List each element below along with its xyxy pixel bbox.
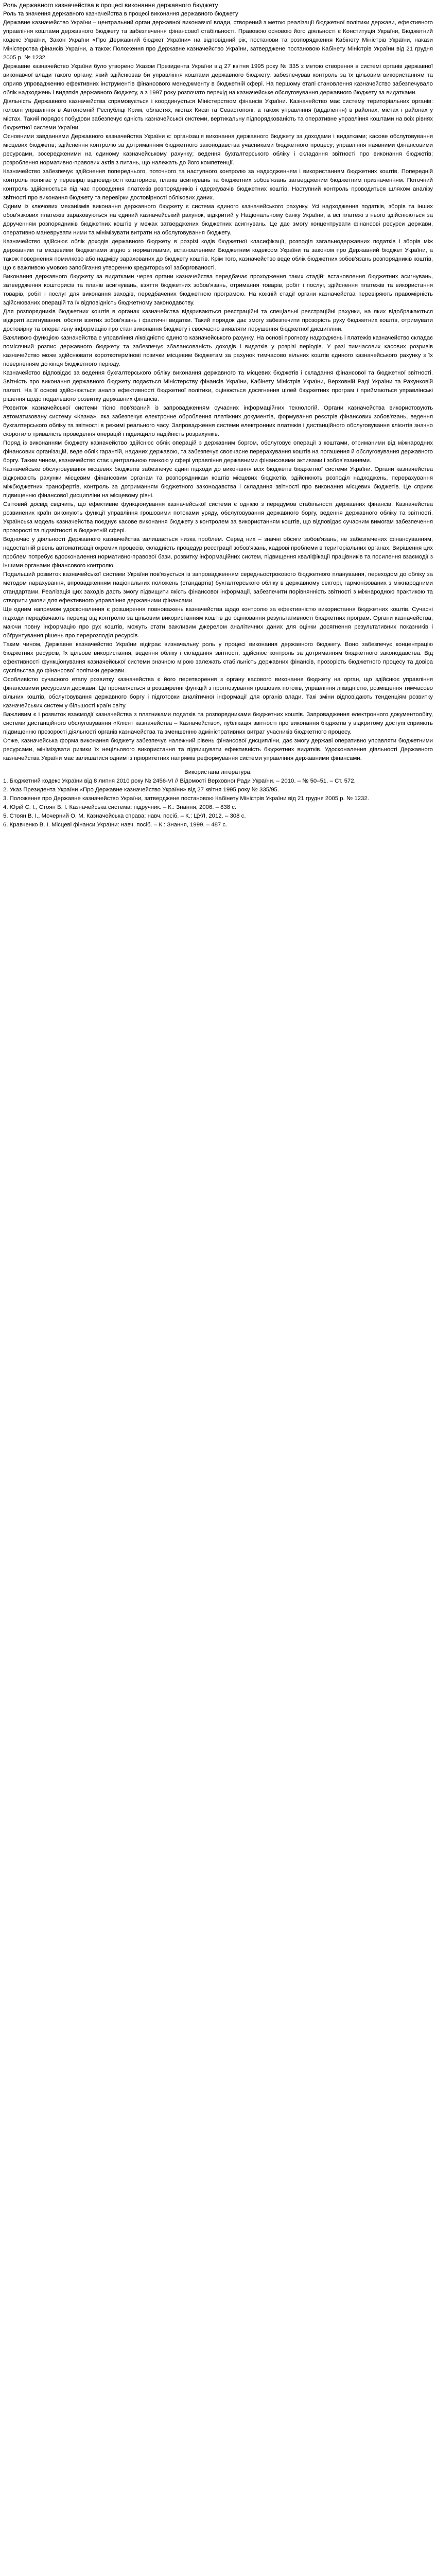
reference-item: 1. Бюджетний кодекс України від 8 липня 2010 року № 2456-VI // Відомості Верховної Ради України. – 2010. – № 50–51. – Ст. 572.	[3, 778, 356, 784]
paragraph: Водночас у діяльності Державного казначейства залишається низка проблем. Серед них – значні обсяги зобов'язань, не забезпечених фінансуванням, недостатній рівень автоматизації окремих процесів, складність процедур реєстрації зобов'язань, кадрові проблеми в територіальних органах. Вирішення цих проблем потребує вдосконалення нормативно-правової бази, розвитку інформаційних систем, підвищення кваліфікації працівників та посилення взаємодії з іншими органами фінансового контролю.	[3, 536, 433, 569]
paragraph: Одним із ключових механізмів виконання державного бюджету є система єдиного казначейського рахунку. Усі надходження податків, зборів та інших обов'язкових платежів зараховуються на єдиний казначейський рахунок, відкритий у Національному банку України, а всі платежі з нього здійснюються за дорученням розпорядників бюджетних коштів у межах затверджених бюджетних асигнувань. Це дає змогу концентрувати фінансові ресурси держави, оперативно маневрувати ними та мінімізувати витрати на обслуговування бюджету.	[3, 204, 433, 236]
paragraph: Казначейство забезпечує здійснення попереднього, поточного та наступного контролю за надходженням і використанням бюджетних коштів. Попередній контроль полягає у перевірці відповідності кошторисів, планів асигнувань та бюджетних зобов'язань затвердженим бюджетним призначенням. Поточний контроль здійснюється під час проведення платежів розпорядників і одержувачів бюджетних коштів. Наступний контроль проводиться шляхом аналізу звітності про виконання бюджету та перевірки достовірності облікових даних.	[3, 168, 433, 201]
paragraph: Подальший розвиток казначейської системи України пов'язується із запровадженням середньострокового бюджетного планування, переходом до обліку за методом нарахування, впровадженням національних положень (стандартів) бухгалтерського обліку в державному секторі, гармонізованих з міжнародними стандартами. Реалізація цих заходів дасть змогу підвищити якість фінансової інформації, забезпечити порівнянність звітності з міжнародною практикою та створити умови для ефективного управління державними фінансами.	[3, 571, 433, 604]
paragraph: Державне казначейство України – центральний орган державної виконавчої влади, створений з метою реалізації бюджетної політики держави, ефективного управління коштами державного бюджету та забезпечення фінансової стабільності. Правовою основою його діяльності є Конституція України, Бюджетний кодекс України, Закон України «Про Державний бюджет України» на відповідний рік, постанови та розпорядження Кабінету Міністрів України, накази Міністерства фінансів України, а також Положення про Державне казначейство України, затверджене постановою Кабінету Міністрів України від 21 грудня 2005 р. № 1232.	[3, 20, 433, 61]
references-title: Використана література:	[184, 769, 252, 775]
document-title: Роль державного казначейства в процесі виконання державного бюджету	[3, 2, 218, 9]
paragraph: Важливою функцією казначейства є управління ліквідністю єдиного казначейського рахунку. На основі прогнозу надходжень і платежів казначейство складає помісячний розпис державного бюджету та забезпечує збалансованість доходів і видатків у розрізі періодів. У разі тимчасових касових розривів казначейство може здійснювати короткотермінові позички місцевим бюджетам за рахунок тимчасово вільних коштів єдиного казначейського рахунку з їх поверненням до кінця бюджетного періоду.	[3, 335, 433, 367]
paragraph: Отже, казначейська форма виконання бюджету забезпечує належний рівень фінансової дисципліни, дає змогу державі оперативно управляти бюджетними ресурсами, мінімізувати ризики їх нецільового використання та підвищувати ефективність бюджетних видатків. Удосконалення діяльності Державного казначейства України має залишатися одним із пріоритетних напрямів реформування системи управління державними фінансами.	[3, 738, 433, 761]
document-paragraphs	[3, 10, 433, 763]
paragraph: Діяльність Державного казначейства спрямовується і координується Міністерством фінансів України. Казначейство має систему територіальних органів: головні управління в Автономній Республіці Крим, областях, містах Києві та Севастополі, а також управління (відділення) в районах, містах і районах у містах. Такий порядок побудови забезпечує єдність казначейської системи, вертикальну підпорядкованість та оперативне управління коштами на всіх рівнях бюджетної системи України.	[3, 98, 433, 131]
paragraph: Казначейство відповідає за ведення бухгалтерського обліку виконання державного та місцевих бюджетів і складання фінансової та бюджетної звітності. Звітність про виконання державного бюджету подається Міністерству фінансів України, Кабінету Міністрів України, Верховній Раді України та Рахунковій палаті. На її основі здійснюється аналіз ефективності бюджетної політики, оцінюється досягнення цілей бюджетних програм і приймаються управлінські рішення щодо подальшого розвитку державних фінансів.	[3, 370, 433, 402]
paragraph: Роль та значення державного казначейства в процесі виконання державного бюджету	[3, 11, 238, 17]
paragraph: Ще одним напрямом удосконалення є розширення повноважень казначейства щодо контролю за ефективністю використання бюджетних коштів. Сучасні підходи передбачають перехід від контролю за цільовим використанням коштів до оцінювання результативності бюджетних програм. Органи казначейства, маючи повну інформацію про рух коштів, можуть стати важливим джерелом аналітичних даних для оцінки досягнення результативних показників і обґрунтування рішень про перерозподіл ресурсів.	[3, 606, 433, 639]
paragraph: Казначейство здійснює облік доходів державного бюджету в розрізі кодів бюджетної класифікації, розподіл загальнодержавних податків і зборів між державним та місцевими бюджетами згідно з нормативами, встановленими Бюджетним кодексом України та законом про Державний бюджет України, а також повернення помилково або надміру зарахованих до бюджету коштів. Крім того, казначейство веде облік бюджетних зобов'язань розпорядників коштів, що є важливою умовою запобігання утворенню кредиторської заборгованості.	[3, 239, 433, 271]
reference-item: 5. Стоян В. І., Мочерний О. М. Казначейська справа: навч. посіб. – К.: ЦУЛ, 2012. – 308 с.	[3, 813, 246, 819]
paragraph: Основними завданнями Державного казначейства України є: організація виконання державного бюджету за доходами і видатками; касове обслуговування місцевих бюджетів; здійснення контролю за дотриманням бюджетного законодавства учасниками бюджетного процесу; управління наявними фінансовими ресурсами, зосередженими на єдиному казначейському рахунку; ведення бухгалтерського обліку і складання звітності про виконання бюджетів; розроблення нормативно-правових актів з питань, що належать до його компетенції.	[3, 133, 433, 166]
paragraph: Важливим є і розвиток взаємодії казначейства з платниками податків та розпорядниками бюджетних коштів. Запровадження електронного документообігу, системи дистанційного обслуговування «Клієнт казначейства – Казначейство», публікація звітності про виконання бюджетів у відкритому доступі сприяють підвищенню прозорості діяльності органів казначейства та зменшенню адміністративних витрат учасників бюджетного процесу.	[3, 711, 433, 735]
reference-item: 4. Юрій С. І., Стоян В. І. Казначейська система: підручник. – К.: Знання, 2006. – 838 с.	[3, 804, 237, 810]
paragraph: Особливістю сучасного етапу розвитку казначейства є його перетворення з органу касового виконання бюджету на орган, що здійснює управління фінансовими ресурсами держави. Це проявляється в розширенні функцій з прогнозування грошових потоків, управління ліквідністю, розміщення тимчасово вільних коштів, обслуговування державного боргу і підготовки аналітичної інформації для органів влади. Такі зміни відповідають тенденціям розвитку казначейських систем у більшості країн світу.	[3, 676, 433, 709]
paragraph: Казначейське обслуговування місцевих бюджетів забезпечує єдині підходи до виконання всіх бюджетів бюджетної системи України. Органи казначейства відкривають рахунки місцевим фінансовим органам та розпорядникам коштів місцевих бюджетів, здійснюють розподіл надходжень, перерахування міжбюджетних трансфертів, контроль за дотриманням бюджетного законодавства і складання звітності про виконання місцевих бюджетів. Це сприяє підвищенню фінансової дисципліни на місцевому рівні.	[3, 466, 433, 499]
reference-item: 2. Указ Президента України «Про Державне казначейство України» від 27 квітня 1995 року № 335/95.	[3, 787, 280, 793]
paragraph: Розвиток казначейської системи тісно пов'язаний із запровадженням сучасних інформаційних технологій. Органи казначейства використовують автоматизовану систему «Казна», яка забезпечує електронне оброблення платіжних документів, формування реєстрів фінансових зобов'язань, ведення бухгалтерського обліку та звітності в режимі реального часу. Запровадження системи електронних платежів і дистанційного обслуговування клієнтів значно скоротило тривалість проведення операцій і підвищило надійність розрахунків.	[3, 405, 433, 437]
paragraph: Світовий досвід свідчить, що ефективне функціонування казначейської системи є однією з передумов стабільності державних фінансів. Казначейства розвинених країн виконують функції управління грошовими потоками уряду, обслуговування державного боргу, ведення державного обліку та звітності. Українська модель казначейства поєднує касове виконання бюджету з контролем за використанням коштів, що відповідає сучасним вимогам забезпечення прозорості та підзвітності в бюджетній сфері.	[3, 501, 433, 534]
paragraph: Державне казначейство України було утворено Указом Президента України від 27 квітня 1995 року № 335 з метою створення в системі органів державної виконавчої влади такого органу, який здійснював би управління коштами державного бюджету, забезпечував контроль за їх цільовим використанням та сприяв упровадженню ефективних інструментів фінансового менеджменту в бюджетній сфері. На першому етапі становлення казначейство забезпечувало облік надходжень і видатків державного бюджету, а з 1997 року розпочато перехід на казначейське обслуговування державного бюджету за видатками.	[3, 63, 433, 96]
reference-item: 6. Кравченко В. І. Місцеві фінанси України: навч. посіб. – К.: Знання, 1999. – 487 с.	[3, 822, 228, 828]
paragraph: Таким чином, Державне казначейство України відіграє визначальну роль у процесі виконання державного бюджету. Воно забезпечує концентрацію бюджетних ресурсів, їх цільове використання, ведення обліку і складання звітності, здійснює контроль за дотриманням бюджетного законодавства. Від ефективності функціонування казначейської системи значною мірою залежать стабільність державних фінансів, прозорість бюджетного процесу та довіра суспільства до фінансової політики держави.	[3, 641, 433, 674]
references-list	[3, 777, 433, 829]
paragraph: Для розпорядників бюджетних коштів в органах казначейства відкриваються реєстраційні та спеціальні реєстраційні рахунки, на яких відображаються відкриті асигнування, обсяги взятих зобов'язань і фактичні видатки. Такий порядок дає змогу забезпечити прозорість руху бюджетних коштів, отримувати достовірну та оперативну інформацію про стан виконання бюджету і своєчасно виявляти порушення бюджетної дисципліни.	[3, 309, 433, 332]
paragraph: Виконання державного бюджету за видатками через органи казначейства передбачає проходження таких стадій: встановлення бюджетних асигнувань, затвердження кошторисів та планів асигнувань, взяття бюджетних зобов'язань, отримання товарів, робіт і послуг, здійснення платежів та використання товарів, робіт і послуг для виконання заходів, передбачених бюджетною програмою. На кожній стадії органи казначейства перевіряють правомірність здійснюваних операцій та їх відповідність бюджетному законодавству.	[3, 274, 433, 306]
reference-item: 3. Положення про Державне казначейство України, затверджене постановою Кабінету Міністрів України від 21 грудня 2005 р. № 1232.	[3, 795, 369, 802]
paragraph: Поряд із виконанням бюджету казначейство здійснює облік операцій з державним боргом, обслуговує операції з коштами, отриманими від міжнародних фінансових організацій, веде облік гарантій, наданих державою, та забезпечує своєчасне перерахування коштів на погашення й обслуговування державного боргу. Таким чином, казначейство стає центральною ланкою у сфері управління державними фінансовими активами і зобов'язаннями.	[3, 440, 433, 464]
